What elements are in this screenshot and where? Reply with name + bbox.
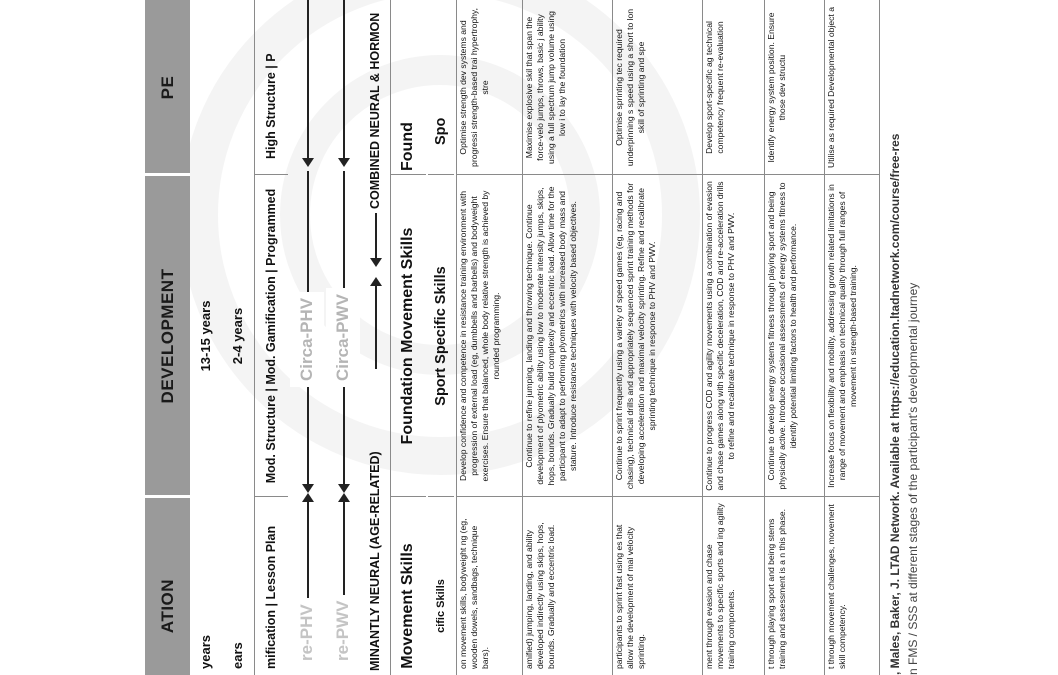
row-cell-development: Continue to develop energy systems fitness through playing sport and being physically active. Introduce occasional assessments of energy systems fitness to identify potential limiting factors to health and performance. — [766, 182, 798, 490]
column-rule — [824, 496, 880, 497]
row-cell-development: Continue to progress COD and agility movements using a combination of evasion and chase games along with specific deceleration, COD and re-acceleration drills to refine and recalibrate technique in response to PHV and PWV. — [704, 181, 736, 491]
neural-right-label: COMBINED NEURAL & HORMON — [368, 12, 382, 209]
citation-text: , Males, Baker, J. LTAD Network. Available at — [888, 418, 902, 675]
column-rule — [522, 174, 612, 175]
arrow-right — [375, 279, 377, 369]
table-row — [456, 0, 522, 675]
column-rule — [456, 496, 522, 497]
neural-left-label: MINANTLY NEURAL (AGE-RELATED) — [368, 451, 382, 671]
arrow-left — [307, 0, 309, 165]
structure-performance: High Structure | P — [264, 53, 278, 159]
sss-development: Sport Specific Skills — [433, 266, 449, 406]
row-cell-performance: Optimise strength dev systems and progressi strength-based trai hypertrophy, stre — [458, 8, 490, 167]
pre-phv-label: re-PHV — [290, 598, 324, 667]
age-performance — [192, 0, 219, 175]
duration-performance — [222, 0, 252, 175]
column-rule — [612, 174, 702, 175]
row-cell-performance: Develop sport-specific ag technical competency frequent re-evaluation — [704, 21, 725, 154]
phase-foundation: ATION — [157, 578, 177, 634]
fms-performance: Found — [399, 122, 416, 171]
citation-link[interactable]: https://education.ltadnetwork.com/course/free-res — [888, 133, 902, 419]
column-rule — [456, 174, 522, 175]
row-cell-foundation: ment through evasion and chase movements to specific sports and ing agility training components. — [704, 503, 736, 669]
sss-foundation: cific Skills — [435, 579, 447, 633]
age-development: 13-15 years — [198, 300, 213, 372]
arrow-left — [343, 0, 345, 165]
row-rule — [879, 0, 880, 675]
pre-pwv-label: re-PWV — [326, 595, 360, 667]
column-rule — [428, 174, 454, 175]
row-cell-foundation: participants to sprint fast using es that allow the development of mal velocity sprinting. — [614, 524, 646, 669]
column-rule — [390, 174, 426, 175]
column-rule — [702, 496, 764, 497]
row-cell-foundation: t through playing sport and being stems training and assessment is a n this phase. — [766, 508, 787, 669]
column-rule — [764, 496, 824, 497]
phase-header-row — [145, 0, 190, 675]
structure-development: Mod. Structure | Mod. Gamification | Programmed — [264, 188, 278, 484]
column-rule — [522, 496, 612, 497]
column-rule — [254, 496, 288, 497]
pwv-row — [326, 0, 360, 675]
age-foundation: years — [198, 635, 213, 669]
sss-performance: Spo — [433, 117, 449, 145]
duration-foundation: ears — [229, 642, 245, 669]
structure-row — [254, 0, 288, 675]
column-rule — [702, 174, 764, 175]
column-rule — [612, 496, 702, 497]
citation-caption — [888, 15, 902, 675]
circa-pwv-label: Circa-PWV — [326, 288, 360, 387]
column-rule — [764, 174, 824, 175]
phase-divider — [145, 495, 190, 498]
table-row — [824, 0, 880, 675]
arrow-right — [307, 495, 309, 615]
table-row — [522, 0, 612, 675]
phase-development: DEVELOPMENT — [157, 268, 177, 404]
row-cell-performance: Maximise explosive skil that span the force-velo jumps, throws, basic j ability using a full spectrum jump volume using low i to lay the foundation — [524, 11, 567, 164]
fms-row — [390, 0, 426, 675]
column-rule — [254, 174, 288, 175]
fms-foundation: Movement Skills — [399, 543, 416, 669]
row-cell-foundation: amified) jumping, landing, and ability developed indirectly using skips, hops, bounds. Gradually and eccentric load. — [524, 522, 556, 669]
column-rule — [428, 496, 454, 497]
row-cell-performance: Optimise sprinting tec required underpinning s speed using a short to lon skill of sprinting and spe — [614, 8, 646, 167]
row-cell-performance: Utilise as required Developmental object a — [826, 7, 836, 168]
row-cell-development: Continue to refine jumping, landing and throwing technique. Continue development of plyometric ability using low to moderate intensity jumps, skips, hops, bounds. Gradually build complexity and eccentric load. Allow time for the participant to adapt to performing plyometrics with increased body mass and stature. Introduce resistance techniques with velocity based objectives. — [524, 186, 578, 486]
table-row — [612, 0, 702, 675]
row-cell-performance: Identify energy system position. Ensure those dev structu — [766, 12, 787, 163]
circa-phv-label: Circa-PHV — [290, 292, 324, 387]
column-rule — [390, 496, 426, 497]
table-row — [702, 0, 764, 675]
duration-row — [222, 0, 252, 675]
structure-foundation: mification | Lesson Plan — [264, 525, 278, 669]
neural-adaptation-row — [362, 0, 388, 675]
row-cell-development: Continue to sprint frequently using a variety of speed games (eg, racing and chasing), technical drills and appropriately sequenced sprint training methods for developing acceleration and maximal velocity sprinting. Refine and recalibrate sprinting technique in response to PHV and PWV. — [614, 182, 657, 490]
row-cell-foundation: on movement skills, bodyweight ng (eg, wooden dowels, sandbags, technique bars). — [458, 518, 490, 669]
figure-caption: n FMS / SSS at different stages of the participant's developmental journey — [906, 282, 920, 675]
table-row — [764, 0, 824, 675]
phase-performance: PE — [157, 75, 177, 100]
row-cell-development: Develop confidence and competence in resistance training environment with progression of external load (eg, dumbbells and barbells) and bodyweight exercises. Ensure that balanced, whole body relative strength is achieved by rounded programming. — [458, 190, 501, 482]
fms-development: Foundation Movement Skills — [399, 227, 416, 445]
column-rule — [824, 174, 880, 175]
phv-row — [290, 0, 324, 675]
age-row — [192, 0, 219, 675]
duration-development: 2-4 years — [229, 307, 245, 365]
row-cell-development: Increase focus on flexibility and mobility, addressing growth related limitations in range of movement and emphasis on technical quality through full ranges of movement in strength-based training. — [826, 184, 858, 488]
arrow-left — [375, 213, 377, 265]
row-cell-foundation: t through movement challenges, movement skill competency. — [826, 504, 847, 669]
phase-divider — [145, 173, 190, 176]
sss-row — [428, 0, 454, 675]
